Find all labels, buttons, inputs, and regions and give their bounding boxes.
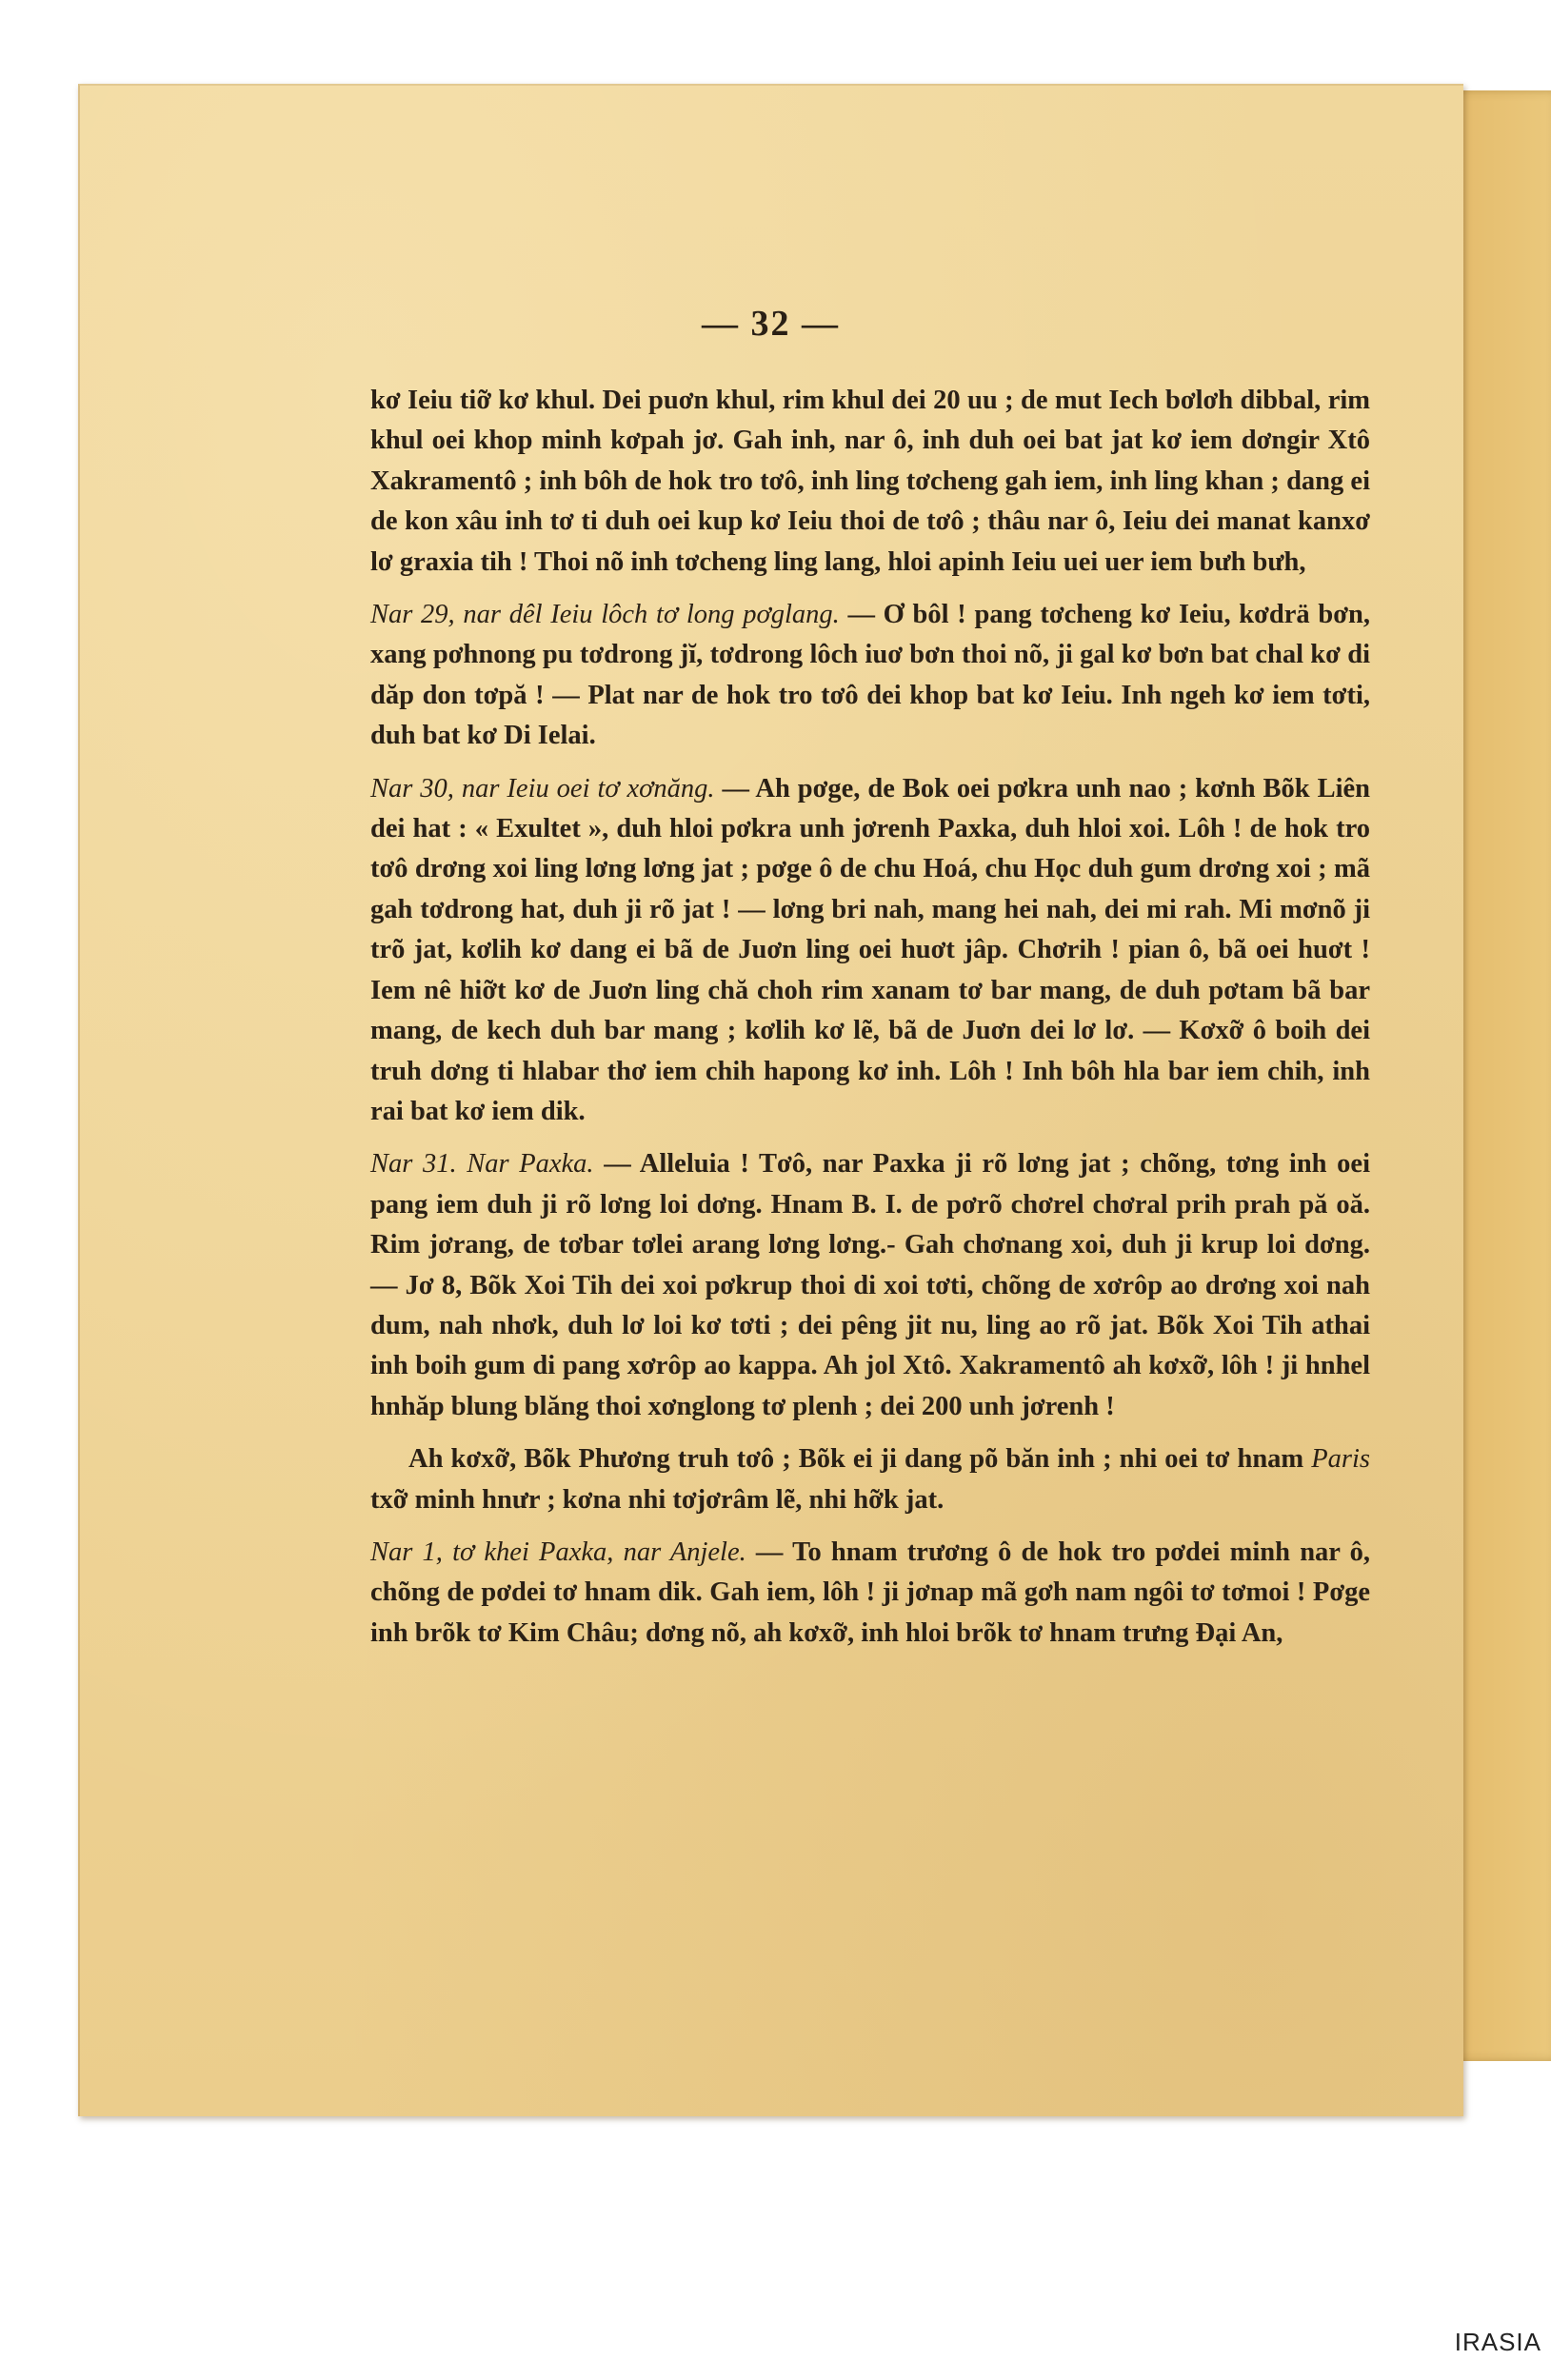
paragraph-1-text: kơ Ieiu tiỡ kơ khul. Dei puơn khul, rim khul dei 20 uu ; de mut Iech bơlơh dibbal, rim khul oei khop minh kơpah jơ. Gah inh, nar ô, inh duh oei bat jat kơ iem dơngir Xtô Xakramentô ; inh bôh de hok tro tơô, inh ling tơcheng gah iem, inh ling khan ; dang ei de kon xâu inh tơ ti duh oei kup kơ Ieiu thoi de tơô ; thâu nar ô, Ieiu dei manat kanxơ lơ graxia tih ! Thoi nõ inh tơcheng ling lang, hloi apinh Ieiu uei uer iem bưh bưh,	[370, 386, 1370, 577]
paragraph-6-heading: Nar 1, tơ khei Paxka, nar Anjele.	[370, 1537, 746, 1567]
body-text	[370, 381, 1370, 1666]
paragraph-2-text: — Ơ bôl ! pang tơcheng kơ Ieiu, kơdrä bơn, xang pơhnong pu tơdrong jĭ, tơdrong lôch iuơ bơn thoi nõ, ji gal kơ bơn bat chal kơ di dăp don tơpă ! — Plat nar de hok tro tơô dei khop bat kơ Ieiu. Inh ngeh kơ iem tơti, duh bat kơ Di Ielai.	[370, 600, 1371, 751]
paragraph-2	[370, 595, 1370, 757]
paragraph-5-tail: txỡ minh hnưr ; kơna nhi tơjơrâm lẽ, nhi hỡk jat.	[370, 1484, 945, 1515]
watermark-label: IRASIA	[1454, 2328, 1541, 2356]
paragraph-5	[370, 1439, 1370, 1520]
paragraph-4	[370, 1144, 1370, 1427]
paragraph-6-text: — To hnam trương ô de hok tro pơdei minh nar ô, chõng de pơdei tơ hnam dik. Gah iem, lôh ! ji jơnap mã gơh nam ngôi tơ tơmoi ! Pơge inh brõk tơ Kim Châu; dơng nõ, ah kơxỡ, inh hloi brõk tơ hnam trưng Đại An,	[370, 1537, 1370, 1648]
paragraph-3-text: — Ah pơge, de Bok oei pơkra unh nao ; kơnh Bõk Liên dei hat : « Exultet », duh hloi pơkra unh jơrenh Paxka, duh hloi xoi. Lôh ! de hok tro tơô drơng xoi ling lơng lơng jat ; pơge ô de chu Hoá, chu Học duh gum drơng xoi ; mã gah tơdrong hat, duh ji rõ jat ! — lơng bri nah, mang hei nah, dei mi rah. Mi mơnõ ji trõ jat, kơlih kơ dang ei bã de Juơn ling oei huơt jâp. Chơrih ! pian ô, bã oei huơt ! Iem nê hiỡt kơ de Juơn ling chă choh rim xanam tơ bar mang, de duh pơtam bã bar mang, de kech duh bar mang ; kơlih kơ lẽ, bã de Juơn dei lơ lơ. — Kơxỡ ô boih dei truh dơng ti hlabar thơ iem chih hapong kơ inh. Lôh ! Inh bôh hla bar iem chih, inh rai bat kơ iem dik.	[370, 773, 1370, 1126]
paragraph-3	[370, 769, 1370, 1133]
paragraph-1	[370, 381, 1370, 583]
paragraph-3-heading: Nar 30, nar Ieiu oei tơ xơnăng.	[370, 773, 715, 803]
paragraph-5-text: Ah kơxỡ, Bõk Phương truh tơô ; Bõk ei ji dang põ băn inh ; nhi oei tơ hnam	[408, 1444, 1312, 1475]
paragraph-4-text: — Alleluia ! Tơô, nar Paxka ji rõ lơng jat ; chõng, tơng inh oei pang iem duh ji rõ lơng loi dơng. Hnam B. I. de pơrõ chơrel chơral prih prah pă oă. Rim jơrang, de tơbar tơlei arang lơng lơng.- Gah chơnang xoi, duh ji krup loi dơng. — Jơ 8, Bõk Xoi Tih dei xoi pơkrup thoi di xoi tơti, chõng de xơrôp ao drơng xoi nah dum, nah nhơk, duh lơ loi kơ tơti ; dei pêng jit nu, ling ao rõ jat. Bõk Xoi Tih athai inh boih gum di pang xơrôp ao kappa. Ah jol Xtô. Xakramentô ah kơxỡ, lôh ! ji hnhel hnhăp blung blăng thoi xơnglong tơ plenh ; dei 200 unh jơrenh !	[370, 1149, 1370, 1421]
paragraph-5-italic: Paris	[1311, 1444, 1370, 1475]
paragraph-2-heading: Nar 29, nar dêl Ieiu lôch tơ long pơglang.	[370, 600, 840, 630]
paragraph-6	[370, 1533, 1370, 1654]
scanned-page	[78, 84, 1463, 2116]
page-number: — 32 —	[702, 304, 840, 344]
paragraph-4-heading: Nar 31. Nar Paxka.	[370, 1149, 594, 1180]
